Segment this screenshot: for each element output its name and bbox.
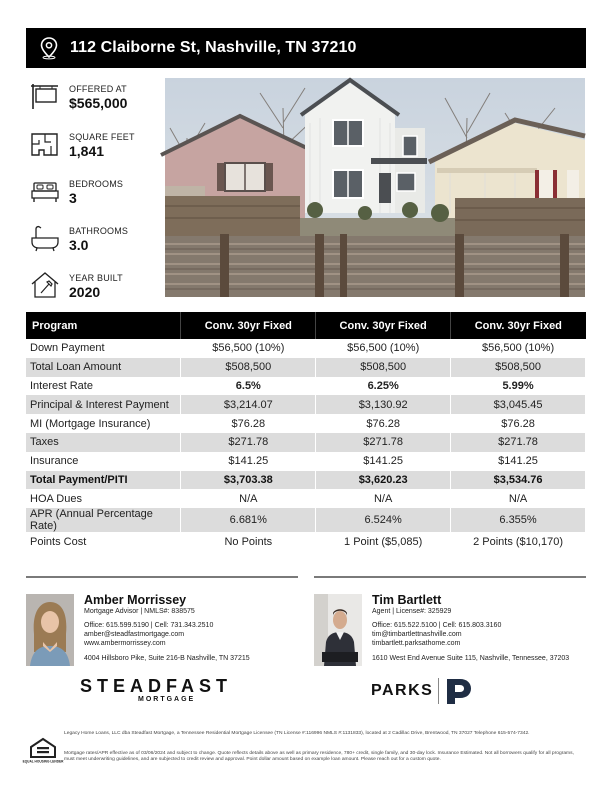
stat-value: 3 (69, 190, 77, 206)
property-address: 112 Claiborne St, Nashville, TN 37210 (70, 39, 357, 56)
parks-logo (371, 676, 481, 706)
table-row (26, 414, 586, 433)
equal-housing-text: EQUAL HOUSING LENDER (22, 759, 64, 764)
table-cell: 5.99% (451, 377, 586, 396)
table-cell: $3,703.38 (181, 471, 316, 490)
table-cell: $3,620.23 (316, 471, 451, 490)
table-cell: 6.681% (181, 508, 316, 532)
table-cell: $141.25 (316, 452, 451, 471)
stat-label: YEAR BUILT (69, 273, 123, 283)
row-label: MI (Mortgage Insurance) (26, 414, 181, 433)
table-cell: 6.5% (181, 377, 316, 396)
stat-year-built (30, 269, 170, 309)
agent-photo-amber (26, 594, 74, 666)
table-cell: $508,500 (451, 358, 586, 377)
table-cell: $76.28 (181, 414, 316, 433)
table-cell: $508,500 (181, 358, 316, 377)
table-cell: $76.28 (316, 414, 451, 433)
stat-label: BEDROOMS (69, 179, 124, 189)
row-label: Total Loan Amount (26, 358, 181, 377)
house-hammer-icon (30, 271, 60, 299)
column-header: Conv. 30yr Fixed (316, 312, 451, 339)
table-cell: 6.355% (451, 508, 586, 532)
agent-address: 4004 Hillsboro Pike, Suite 216-B Nashville, TN 37215 (84, 655, 250, 662)
equal-housing-lender-icon (22, 738, 64, 764)
table-cell: 2 Points ($10,170) (451, 532, 586, 551)
row-label: Interest Rate (26, 377, 181, 396)
disclaimer-rates: Mortgage rates/APR effective as of 03/06/2024 and subject to change. Quote reflects details above as well as primary residence, 780+ credit, single family, and 30-day lock. Insurance Estimated. Not all borrowers qualify for all programs, must meet underwriting guidelines, and are subjected to credit review and approval. Point dollar amount based on example loan amount. Please reach out for a custom quote. (64, 751, 574, 762)
table-row-total (26, 471, 586, 490)
column-header: Conv. 30yr Fixed (451, 312, 586, 339)
table-cell: $271.78 (451, 433, 586, 452)
mortgage-comparison-table (26, 312, 586, 551)
disclaimer-licensing: Legacy Home Loans, LLC dba Steadfast Mortgage, a Tennessee Residential Mortgage Licensee (TN License #:116996 NMLS #:1131833), located at 2 Cadillac Drive, Brentwood, TN 37027 Telephone 615-574-7342. (64, 731, 530, 736)
agent-name: Amber Morrissey (84, 593, 187, 607)
property-photo (165, 78, 585, 297)
table-cell: $56,500 (10%) (451, 339, 586, 358)
bathtub-icon (30, 224, 60, 252)
table-cell: $3,045.45 (451, 395, 586, 414)
logo-wordmark: PARKS (371, 682, 434, 699)
table-cell: N/A (181, 489, 316, 508)
steadfast-mortgage-logo (80, 676, 240, 706)
row-label: Points Cost (26, 532, 181, 551)
stat-label: OFFERED AT (69, 84, 127, 94)
stat-value: 2020 (69, 284, 101, 300)
table-cell: 1 Point ($5,085) (316, 532, 451, 551)
agent-title: Mortgage Advisor | NMLS#: 838575 (84, 608, 195, 615)
table-cell: 6.25% (316, 377, 451, 396)
table-row (26, 377, 586, 396)
table-cell: N/A (451, 489, 586, 508)
logo-wordmark: STEADFAST (80, 676, 233, 696)
row-label: Taxes (26, 433, 181, 452)
table-cell: $76.28 (451, 414, 586, 433)
agent-name: Tim Bartlett (372, 593, 442, 607)
table-cell: $271.78 (181, 433, 316, 452)
table-row (26, 339, 586, 358)
table-cell: $3,130.92 (316, 395, 451, 414)
stat-value: $565,000 (69, 95, 128, 111)
row-label: Principal & Interest Payment (26, 395, 181, 414)
house-illustration (165, 78, 585, 297)
address-header (26, 28, 586, 68)
table-header-row (26, 312, 586, 339)
stat-label: SQUARE FEET (69, 132, 135, 142)
row-label: Total Payment/PITI (26, 471, 181, 490)
table-cell: $141.25 (181, 452, 316, 471)
table-row (26, 358, 586, 377)
stat-value: 1,841 (69, 143, 105, 159)
table-cell: $508,500 (316, 358, 451, 377)
table-cell: N/A (316, 489, 451, 508)
sign-icon (30, 82, 60, 110)
table-cell: No Points (181, 532, 316, 551)
table-cell: $56,500 (10%) (181, 339, 316, 358)
table-cell: $141.25 (451, 452, 586, 471)
table-row (26, 433, 586, 452)
table-cell: $56,500 (10%) (316, 339, 451, 358)
agent-address: 1610 West End Avenue Suite 115, Nashville, Tennessee, 37203 (372, 655, 570, 662)
agent-website-link[interactable]: www.ambermorrissey.com (84, 640, 166, 647)
map-pin-icon (38, 36, 60, 60)
agent-photo-tim (314, 594, 362, 666)
agent-phone: Office: 615.599.5190 | Cell: 731.343.2510 (84, 622, 214, 629)
stat-label: BATHROOMS (69, 226, 129, 236)
logo-subtitle: MORTGAGE (138, 696, 196, 703)
row-label: Down Payment (26, 339, 181, 358)
column-header: Conv. 30yr Fixed (181, 312, 316, 339)
agent-phone: Office: 615.522.5100 | Cell: 615.803.3160 (372, 622, 502, 629)
agent-title: Agent | License#: 325929 (372, 608, 452, 615)
column-header: Program (26, 312, 181, 339)
row-label: Insurance (26, 452, 181, 471)
table-row (26, 395, 586, 414)
stat-offered-at (30, 80, 170, 120)
agent-email-link[interactable]: tim@timbartlettnashville.com (372, 631, 462, 638)
divider-right (314, 576, 586, 578)
table-cell: $271.78 (316, 433, 451, 452)
stat-value: 3.0 (69, 237, 89, 253)
parks-p-icon (444, 677, 474, 705)
stat-bathrooms (30, 222, 170, 262)
agent-email-link[interactable]: amber@steadfastmortgage.com (84, 631, 185, 638)
stat-square-feet (30, 128, 170, 168)
table-row (26, 489, 586, 508)
agent-website-link[interactable]: timbartlett.parksathome.com (372, 640, 461, 647)
table-row (26, 452, 586, 471)
table-cell: 6.524% (316, 508, 451, 532)
table-row (26, 508, 586, 532)
logo-divider (438, 678, 439, 704)
table-cell: $3,214.07 (181, 395, 316, 414)
floorplan-icon (30, 130, 60, 158)
table-cell: $3,534.76 (451, 471, 586, 490)
bed-icon (30, 177, 60, 205)
table-row (26, 532, 586, 551)
row-label: APR (Annual Percentage Rate) (26, 508, 181, 532)
stat-bedrooms (30, 175, 170, 215)
divider-left (26, 576, 298, 578)
row-label: HOA Dues (26, 489, 181, 508)
